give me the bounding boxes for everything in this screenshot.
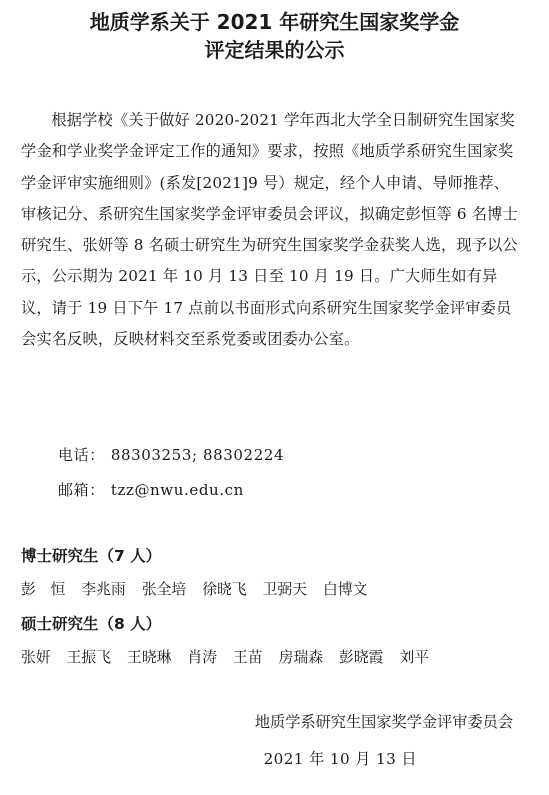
masters-name: 彭晓霞 (339, 649, 384, 666)
masters-name: 刘平 (399, 649, 430, 666)
email-label: 邮箱： (58, 481, 105, 499)
phd-name: 徐晓飞 (202, 581, 247, 598)
masters-name: 张妍 (21, 649, 51, 666)
document-title-line-2: 评定结果的公示 (204, 38, 345, 62)
phone-line (58, 445, 284, 465)
signature-date: 2021 年 10 月 13 日 (263, 750, 417, 768)
masters-name-list (21, 648, 445, 668)
document-title-line-1: 地质学系关于 2021 年研究生国家奖学金 (89, 10, 460, 34)
phd-name: 彭 恒 (21, 581, 66, 598)
masters-name: 王晓琳 (127, 649, 172, 666)
phd-name: 卫弼天 (262, 581, 308, 598)
phd-name: 白博文 (323, 581, 368, 598)
notice-body (21, 105, 521, 355)
email-value: tzz@nwu.edu.cn (110, 481, 244, 499)
masters-name: 王苗 (233, 649, 263, 666)
phd-heading: 博士研究生（7 人） (21, 547, 162, 565)
notice-paragraph: 根据学校《关于做好 2020-2021 学年西北大学全日制研究生国家奖学金和学业奖学金评定工作的通知》要求，按照《地质学系研究生国家奖学金评审实施细则》(系发[2021]9 号）规定，经个人申请、导师推荐、审核记分、系研究生国家奖学金评审委员会评议，拟确定彭恒等 6 名博士研究生、张妍等 8 名硕士研究生为研究生国家奖学金获奖人选，现予以公示，公示期为 2021 年 10 月 13 日至 10 月 19 日。广大师生如有异议，请于 19 日下午 17 点前以书面形式向系研究生国家奖学金评审委员会实名反映，反映材料交至系党委或团委办公室。 (21, 111, 518, 349)
phd-name: 李兆雨 (81, 581, 126, 598)
masters-name: 肖涛 (187, 649, 218, 666)
phone-value: 88303253; 88302224 (110, 446, 285, 464)
phd-name-list (21, 580, 383, 600)
phone-label: 电话： (58, 446, 105, 464)
phd-name: 张全培 (141, 581, 187, 598)
masters-heading: 硕士研究生（8 人） (21, 615, 162, 633)
signature-organization: 地质学系研究生国家奖学金评审委员会 (254, 713, 513, 731)
masters-name: 王振飞 (66, 649, 112, 666)
masters-name: 房瑞森 (278, 649, 324, 666)
email-line (58, 480, 244, 500)
